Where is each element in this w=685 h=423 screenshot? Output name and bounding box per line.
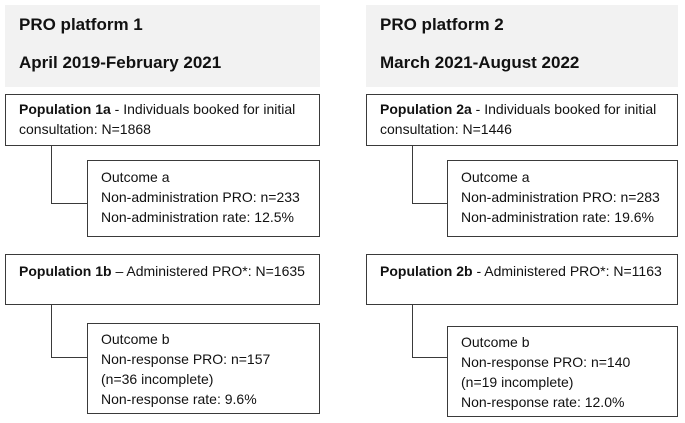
outcome-1a-count: Non-administration PRO: n=233 — [101, 189, 300, 205]
outcome-2b-incomplete: (n=19 incomplete) — [461, 374, 574, 390]
connector-1a-horizontal — [51, 203, 88, 204]
connector-1b-vertical — [51, 304, 52, 358]
platform-1-header — [5, 5, 320, 87]
population-2a-desc: Individuals booked for initial — [484, 101, 657, 117]
outcome-2a-rate: Non-administration rate: 19.6% — [461, 209, 654, 225]
population-1a-label: Population 1a — [19, 101, 111, 117]
connector-2b-vertical — [412, 304, 413, 358]
outcome-1a-title: Outcome a — [101, 169, 170, 185]
connector-1a-vertical — [51, 145, 52, 204]
connector-2a-vertical — [412, 145, 413, 204]
population-2b-desc: Administered PRO*: N=1163 — [484, 263, 662, 279]
outcome-1b-box — [87, 323, 320, 414]
platform-2-period: March 2021-August 2022 — [380, 53, 580, 72]
outcome-2b-count: Non-response PRO: n=140 — [461, 354, 631, 370]
outcome-1b-title: Outcome b — [101, 331, 170, 347]
population-1a-sep: - — [110, 101, 124, 117]
outcome-2b-box — [447, 326, 678, 417]
population-1a-box — [5, 94, 320, 146]
outcome-2a-count: Non-administration PRO: n=283 — [461, 189, 660, 205]
outcome-2a-box — [447, 160, 678, 237]
population-1b-box — [5, 254, 320, 305]
population-2a-count: consultation: N=1446 — [380, 121, 512, 137]
outcome-1b-rate: Non-response rate: 9.6% — [101, 391, 257, 407]
population-1b-label: Population 1b — [19, 263, 112, 279]
platform-1-title: PRO platform 1 — [19, 15, 143, 34]
population-2a-sep: - — [471, 101, 485, 117]
outcome-2a-title: Outcome a — [461, 169, 530, 185]
platform-1-period: April 2019-February 2021 — [19, 53, 222, 72]
outcome-2b-rate: Non-response rate: 12.0% — [461, 394, 625, 410]
platform-2-header — [366, 5, 678, 87]
outcome-1a-rate: Non-administration rate: 12.5% — [101, 209, 294, 225]
population-2b-sep: - — [472, 263, 485, 279]
outcome-1b-incomplete: (n=36 incomplete) — [101, 371, 214, 387]
platform-2-title: PRO platform 2 — [380, 15, 504, 34]
outcome-1b-count: Non-response PRO: n=157 — [101, 351, 271, 367]
population-2b-label: Population 2b — [380, 263, 473, 279]
outcome-1a-box — [87, 160, 320, 237]
population-1a-count: consultation: N=1868 — [19, 121, 151, 137]
population-1a-desc: Individuals booked for initial — [123, 101, 296, 117]
population-1b-sep: – — [111, 263, 127, 279]
population-2b-box — [366, 254, 678, 305]
population-2a-label: Population 2a — [380, 101, 472, 117]
connector-2b-horizontal — [412, 357, 448, 358]
outcome-2b-title: Outcome b — [461, 334, 530, 350]
population-2a-box — [366, 94, 678, 146]
connector-2a-horizontal — [412, 203, 448, 204]
population-1b-desc: Administered PRO*: N=1635 — [126, 263, 305, 279]
connector-1b-horizontal — [51, 357, 88, 358]
